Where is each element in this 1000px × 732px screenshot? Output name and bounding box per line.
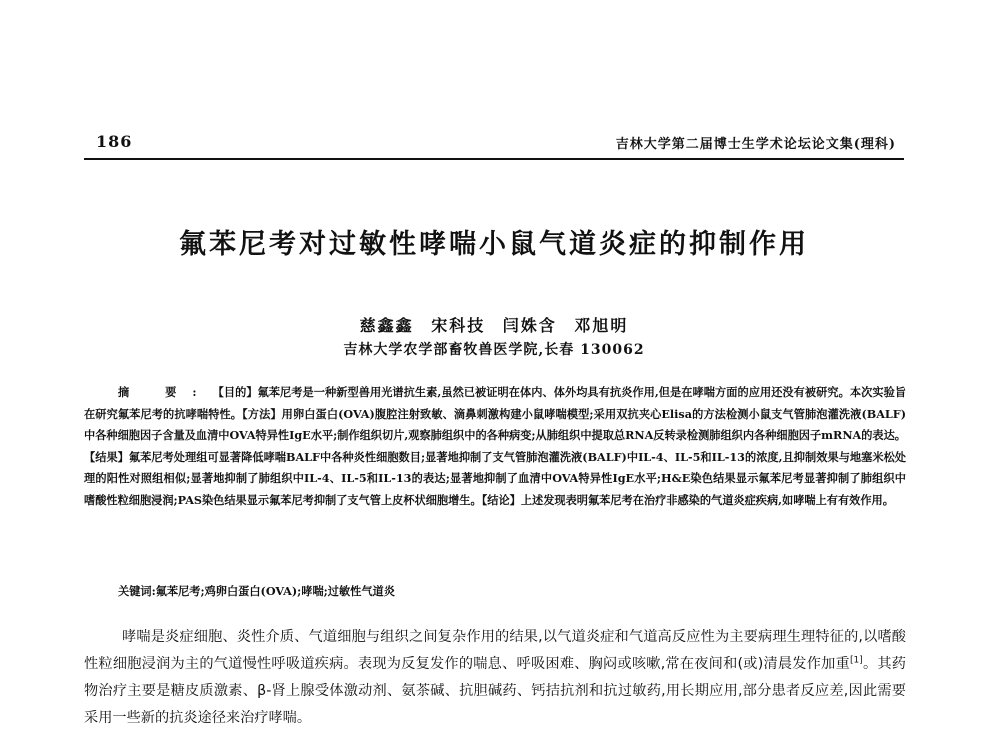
citation-ref[interactable]: [1]	[849, 655, 863, 666]
body-text-2: 。其药物治疗主要是糖皮质激素、β-肾上腺受体激动剂、氨茶碱、抗胆碱药、钙拮抗剂和抗过敏药,用长期应用,部分患者反应差,因此需要采用一些新的抗炎途径来治疗哮喘。	[84, 656, 906, 726]
page-number: 186	[96, 132, 133, 151]
abstract	[84, 382, 906, 512]
authors: 慈鑫鑫 宋科技 闫姝含 邓旭明	[359, 316, 629, 335]
abstract-label: 摘 要:	[118, 385, 213, 399]
keywords	[118, 583, 395, 599]
keywords-label: 关键词:	[118, 584, 156, 598]
running-title: 吉林大学第二届博士生学术论坛论文集(理科)	[615, 137, 896, 152]
header-rule	[84, 158, 904, 160]
article-title: 氟苯尼考对过敏性哮喘小鼠气道炎症的抑制作用	[179, 229, 809, 260]
affiliation: 吉林大学农学部畜牧兽医学院,长春 130062	[343, 342, 645, 358]
body-text-1: 哮喘是炎症细胞、炎性介质、气道细胞与组织之间复杂作用的结果,以气道炎症和气道高反应性为主要病理生理特征的,以嗜酸性粒细胞浸润为主的气道慢性呼吸道疾病。表现为反复发作的喘息、呼吸困难、胸闷或咳嗽,常在夜间和(或)清晨发作加重	[84, 629, 906, 672]
abstract-text: 【目的】氟苯尼考是一种新型兽用光谱抗生素,虽然已被证明在体内、体外均具有抗炎作用,但是在哮喘方面的应用还没有被研究。本次实验旨在研究氟苯尼考的抗哮喘特性。【方法】用卵白蛋白(OVA)腹腔注射致敏、滴鼻刺激构建小鼠哮喘模型;采用双抗夹心Elisa的方法检测小鼠支气管肺泡灌洗液(BALF)中各种细胞因子含量及血清中OVA特异性IgE水平;制作组织切片,观察肺组织中的各种病变;从肺组织中提取总RNA反转录检测肺组织内各种细胞因子mRNA的表达。【结果】氟苯尼考处理组可显著降低哮喘BALF中各种炎性细胞数目;显著地抑制了支气管肺泡灌洗液(BALF)中IL-4、IL-5和IL-13的浓度,且抑制效果与地塞米松处理的阳性对照组相似;显著地抑制了肺组织中IL-4、IL-5和IL-13的表达;显著地抑制了血清中OVA特异性IgE水平;H&E染色结果显示氟苯尼考显著抑制了肺组织中嗜酸性粒细胞浸润;PAS染色结果显示氟苯尼考抑制了支气管上皮杯状细胞增生。【结论】上述发现表明氟苯尼考在治疗非感染的气道炎症疾病,如哮喘上有有效作用。	[84, 385, 907, 507]
body-paragraph	[84, 624, 906, 732]
keywords-text: 氟苯尼考;鸡卵白蛋白(OVA);哮喘;过敏性气道炎	[155, 584, 395, 598]
